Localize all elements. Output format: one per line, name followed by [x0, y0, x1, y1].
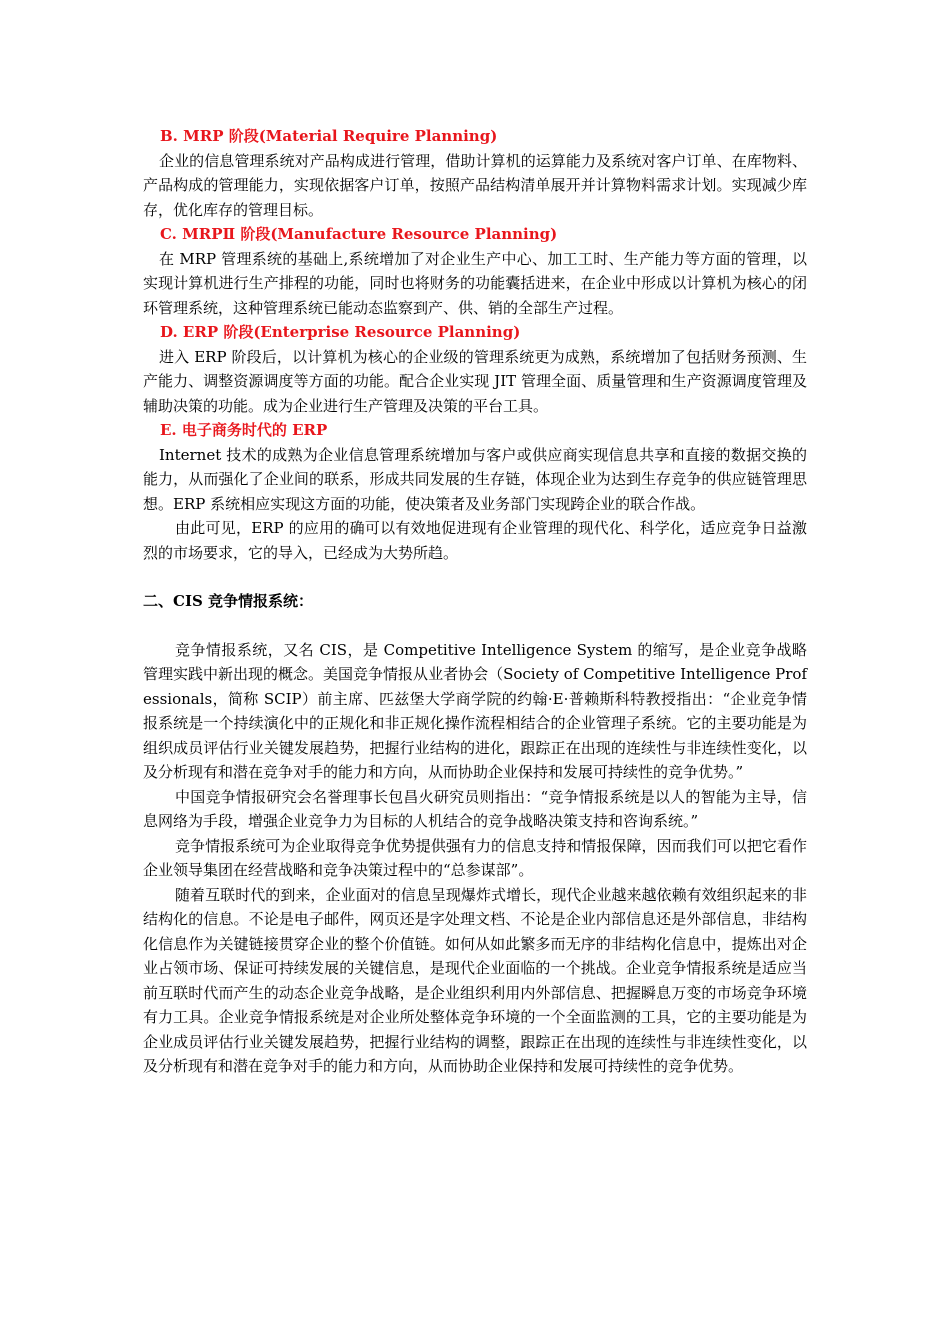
paragraph-cis-quote: 中国竞争情报研究会名誉理事长包昌火研究员则指出：“竞争情报系统是以人的智能为主导，信息网络为手段，增强企业竞争力为目标的人机结合的竞争战略决策支持和咨询系统。”: [143, 787, 807, 830]
paragraph-cis-internet: 随着互联时代的到来，企业面对的信息呈现爆炸式增长，现代企业越来越依赖有效组织起来的非结构化的信息。不论是电子邮件，网页还是字处理文档、不论是企业内部信息还是外部信息，非结构化信息作为关键链接贯穿企业的整个价值链。如何从如此繁多而无序的非结构化信息中，提炼出对企业占领市场、保证可持续发展的关键信息，是现代企业面临的一个挑战。企业竞争情报系统是适应当前互联时代而产生的动态企业竞争战略，是企业组织利用内外部信息、把握瞬息万变的市场竞争环境有力工具。企业竞争情报系统是对企业所处整体竞争环境的一个全面监测的工具，它的主要功能是为企业成员评估行业关键发展趋势，把握行业结构的调整，跟踪正在出现的连续性与非连续性变化，以及分析现有和潜在竞争对手的能力和方向，从而协助企业保持和发展可持续性的竞争优势。: [143, 885, 807, 1075]
heading-erp: D. ERP 阶段(Enterprise Resource Planning): [160, 323, 521, 341]
spacer: [143, 565, 807, 589]
paragraph-mrp2: 在 MRP 管理系统的基础上,系统增加了对企业生产中心、加工工时、生产能力等方面的管理，以实现计算机进行生产排程的功能，同时也将财务的功能囊括进来，在企业中形成以计算机为核心的闭环管理系统，这种管理系统已能动态监察到产、供、销的全部生产过程。: [143, 249, 807, 317]
paragraph-ebusiness-erp: Internet 技术的成熟为企业信息管理系统增加与客户或供应商实现信息共享和直接的数据交换的能力，从而强化了企业间的联系，形成共同发展的生存链，体现企业为达到生存竞争的供应链管理思想。ERP 系统相应实现这方面的功能，使决策者及业务部门实现跨企业的联合作战。: [143, 445, 807, 513]
paragraph-erp: 进入 ERP 阶段后，以计算机为核心的企业级的管理系统更为成熟，系统增加了包括财务预测、生产能力、调整资源调度等方面的功能。配合企业实现 JIT 管理全面、质量管理和生产资源调度管理及辅助决策的功能。成为企业进行生产管理及决策的平台工具。: [143, 347, 807, 415]
section-title-cis: 二、CIS 竞争情报系统：: [143, 592, 314, 610]
paragraph-mrp: 企业的信息管理系统对产品构成进行管理，借助计算机的运算能力及系统对客户订单、在库物料、产品构成的管理能力，实现依据客户订单，按照产品结构清单展开并计算物料需求计划。实现减少库存，优化库存的管理目标。: [143, 151, 807, 219]
document-page: [143, 124, 807, 1079]
paragraph-cis-role: 竞争情报系统可为企业取得竞争优势提供强有力的信息支持和情报保障，因而我们可以把它看作企业领导集团在经营战略和竞争决策过程中的“总参谋部”。: [143, 836, 807, 879]
spacer: [143, 614, 807, 638]
heading-ebusiness-erp: E. 电子商务时代的 ERP: [160, 421, 328, 439]
paragraph-cis-definition: 竞争情报系统，又名 CIS，是 Competitive Intelligence System 的缩写，是企业竞争战略管理实践中新出现的概念。美国竞争情报从业者协会（Society of Competitive Intelligence Professionals，简称 SCIP）前主席、匹兹堡大学商学院的约翰·E·普赖斯科特教授指出：“企业竞争情报系统是一个持续演化中的正规化和非正规化操作流程相结合的企业管理子系统。它的主要功能是为组织成员评估行业关键发展趋势，把握行业结构的进化，跟踪正在出现的连续性与非连续性变化，以及分析现有和潜在竞争对手的能力和方向，从而协助企业保持和发展可持续性的竞争优势。”: [143, 640, 807, 781]
heading-mrp: B. MRP 阶段(Material Require Planning): [160, 127, 498, 145]
heading-mrp2: C. MRPⅡ 阶段(Manufacture Resource Planning): [160, 225, 558, 243]
paragraph-conclusion: 由此可见，ERP 的应用的确可以有效地促进现有企业管理的现代化、科学化，适应竞争日益激烈的市场要求，它的导入，已经成为大势所趋。: [143, 519, 807, 562]
